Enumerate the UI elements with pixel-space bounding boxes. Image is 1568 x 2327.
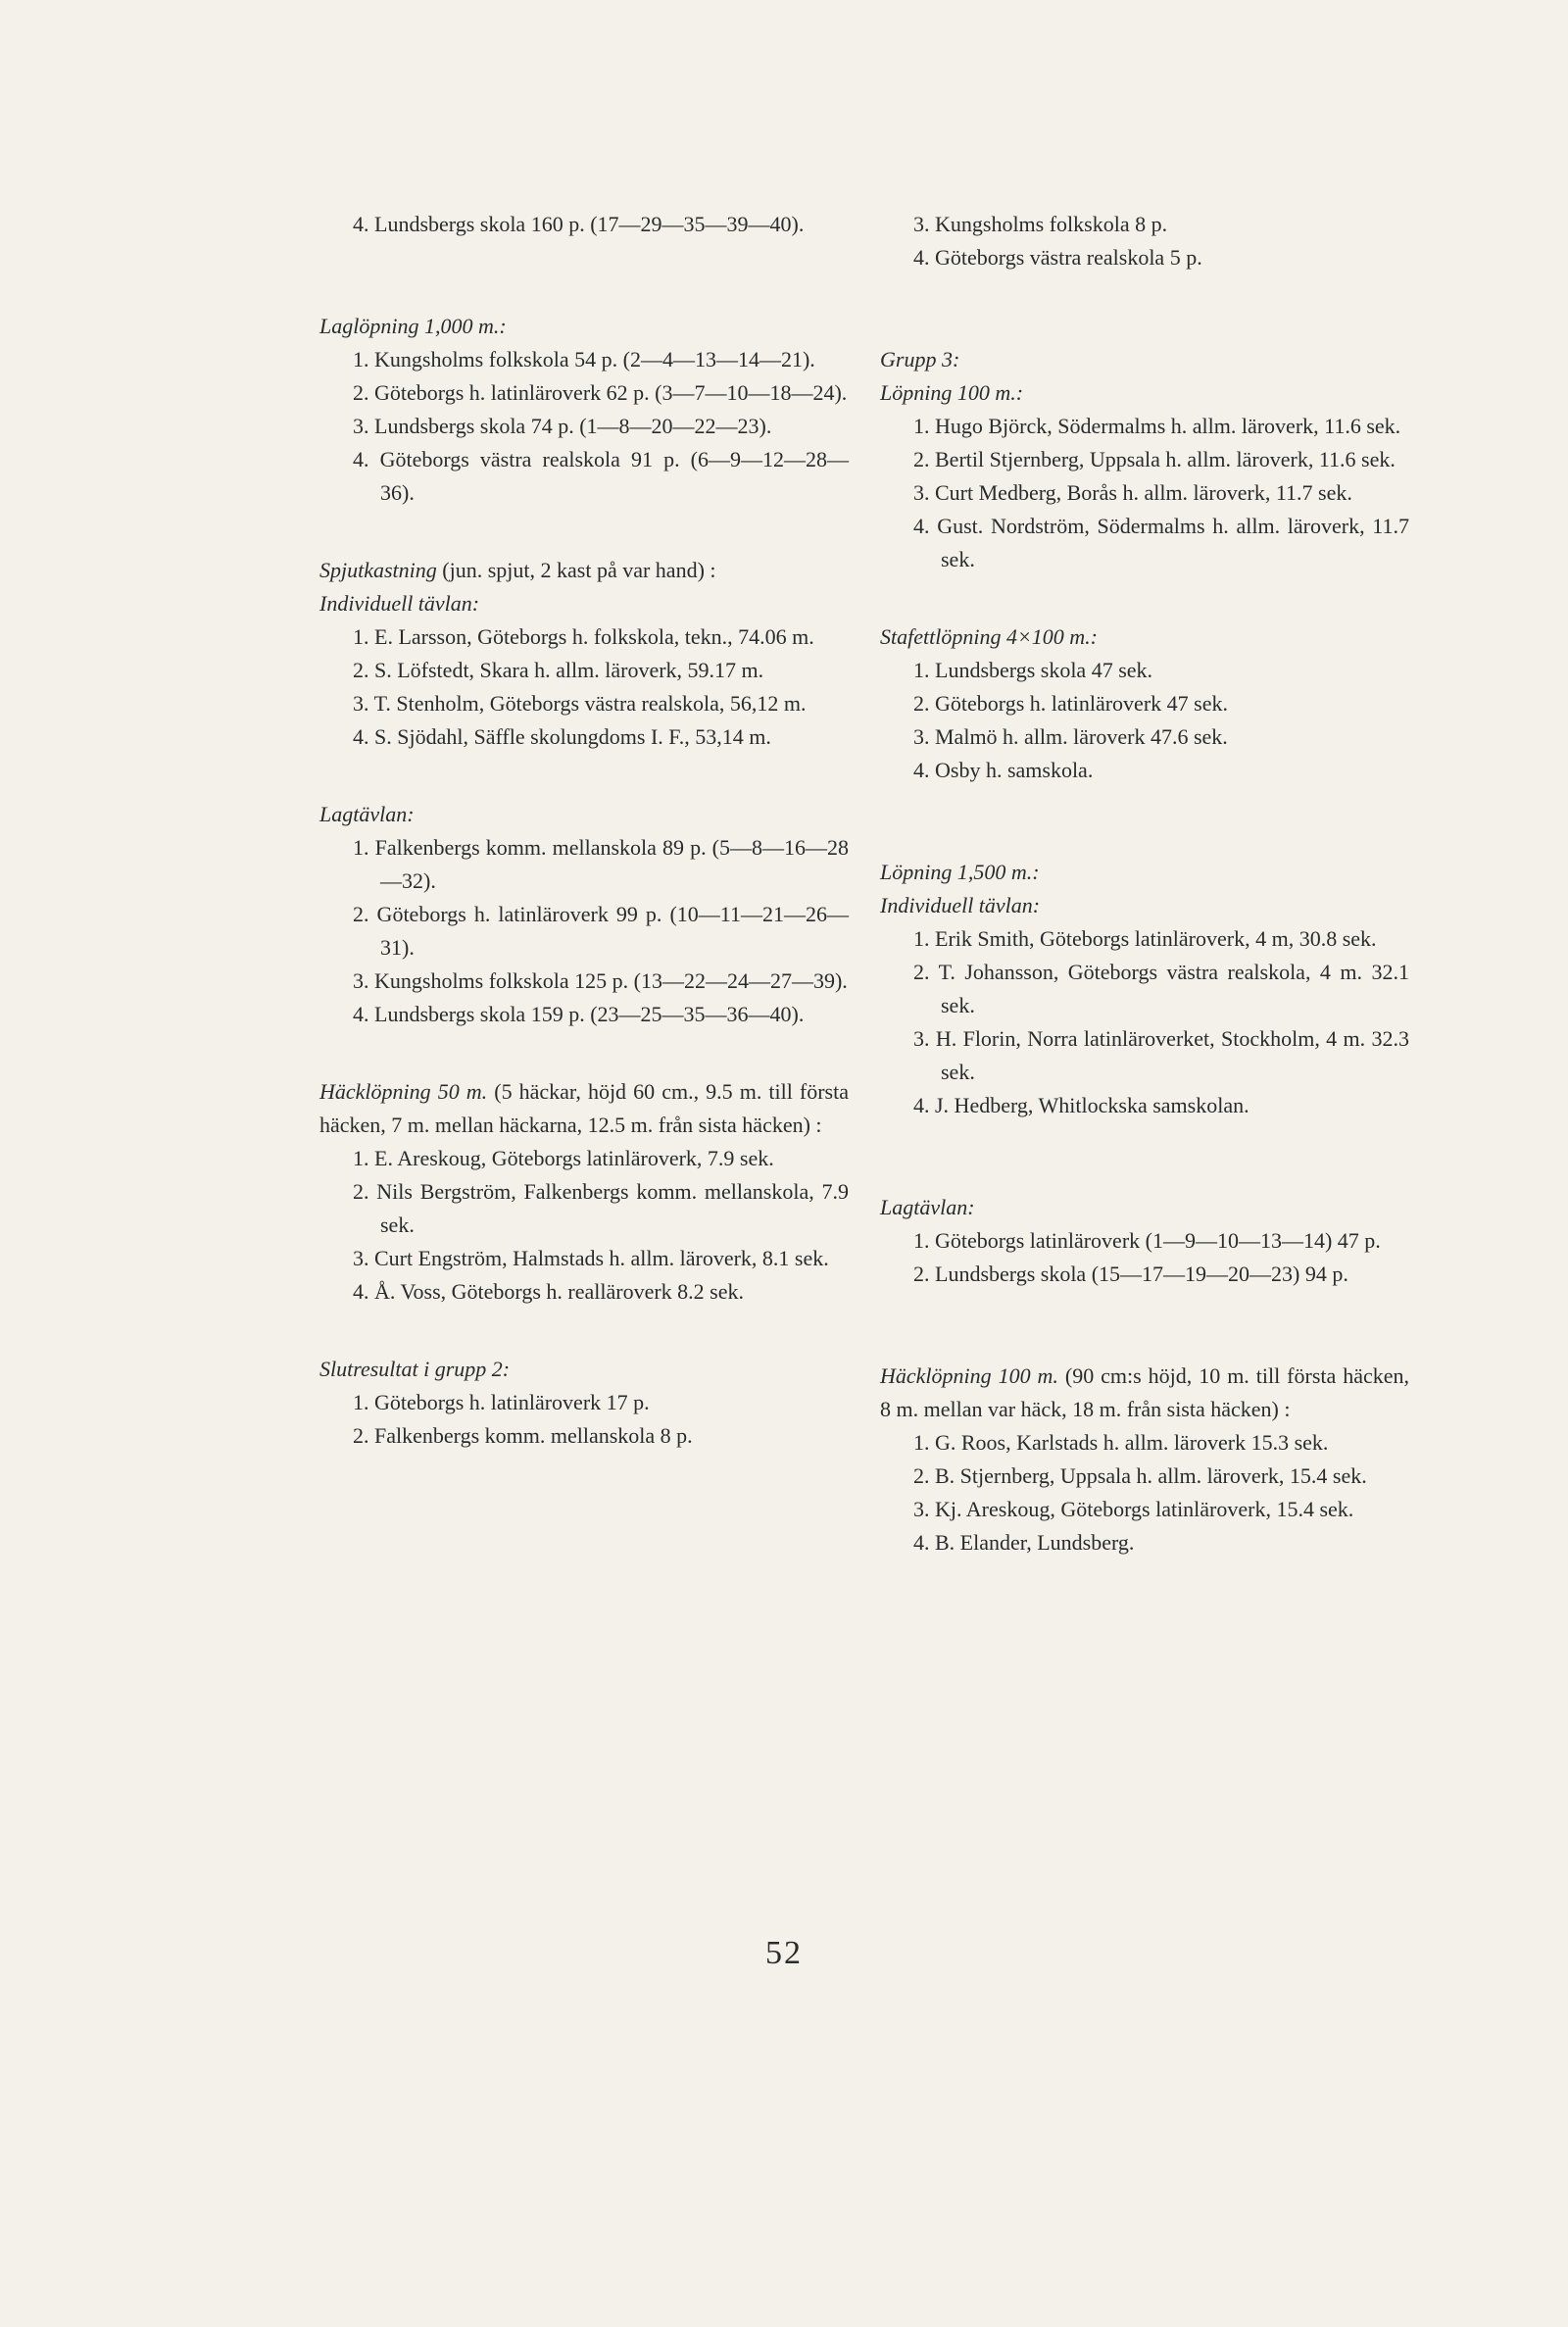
result-entry: 2. T. Johansson, Göteborgs västra realskola, 4 m. 32.1 sek. — [913, 960, 1409, 1017]
section-hacklopning-50 — [319, 1075, 849, 1309]
result-entry: 4. Lundsbergs skola 160 p. (17—29—35—39—40). — [353, 212, 805, 236]
result-list — [880, 1224, 1409, 1291]
section-heading-line — [319, 1075, 849, 1142]
section-heading-line — [880, 1360, 1409, 1426]
section-heading-detail: (jun. spjut, 2 kast på var hand) : — [436, 558, 716, 582]
result-entry: 1. Göteborgs h. latinläroverk 17 p. — [353, 1390, 650, 1414]
section-heading: Grupp 3: — [880, 347, 960, 371]
section-lopning-1500 — [880, 856, 1409, 1122]
right-column — [880, 208, 1409, 1560]
result-entry: 3. Lundsbergs skola 74 p. (1—8—20—22—23). — [353, 414, 772, 438]
result-list — [319, 620, 849, 754]
result-entry: 1. Göteborgs latinläroverk (1—9—10—13—14) 47 p. — [913, 1228, 1381, 1253]
result-entry: 2. Göteborgs h. latinläroverk 47 sek. — [913, 691, 1228, 716]
result-entry: 1. E. Areskoug, Göteborgs latinläroverk, 7.9 sek. — [353, 1146, 774, 1170]
section-heading: Lagtävlan: — [880, 1195, 975, 1219]
section-heading: Stafettlöpning 4×100 m.: — [880, 624, 1098, 649]
result-entry: 1. Erik Smith, Göteborgs latinläroverk, 4 m, 30.8 sek. — [913, 926, 1377, 951]
left-column — [319, 208, 849, 1453]
section-hacklopning-100 — [880, 1360, 1409, 1560]
result-list — [880, 208, 1409, 274]
result-entry: 4. Å. Voss, Göteborgs h. realläroverk 8.2 sek. — [353, 1279, 745, 1304]
result-entry: 1. Falkenbergs komm. mellanskola 89 p. (5—8—16—28—32). — [353, 835, 849, 893]
section-heading: Slutresultat i grupp 2: — [319, 1357, 511, 1381]
result-entry: 4. Göteborgs västra realskola 5 p. — [913, 245, 1202, 270]
section-heading: Häcklöpning 100 m. — [880, 1363, 1058, 1388]
result-list — [319, 1386, 849, 1453]
result-list — [880, 410, 1409, 576]
result-entry: 4. Osby h. samskola. — [913, 758, 1094, 782]
section-grupp-3 — [880, 343, 1409, 576]
section-subheading: Löpning 100 m.: — [880, 380, 1024, 405]
result-entry: 4. Gust. Nordström, Södermalms h. allm. läroverk, 11.7 sek. — [913, 514, 1409, 571]
section-subheading: Individuell tävlan: — [319, 591, 480, 616]
result-entry: 3. T. Stenholm, Göteborgs västra realskola, 56,12 m. — [353, 691, 807, 716]
section-heading: Laglöpning 1,000 m.: — [319, 314, 507, 338]
result-entry: 4. B. Elander, Lundsberg. — [913, 1530, 1135, 1555]
result-entry: 1. Hugo Björck, Södermalms h. allm. läroverk, 11.6 sek. — [913, 414, 1401, 438]
page-number: 52 — [765, 1935, 803, 1971]
section-heading: Spjutkastning — [319, 558, 437, 582]
result-list — [319, 343, 849, 510]
result-list — [319, 1142, 849, 1309]
section-stafettlopning — [880, 620, 1409, 787]
result-entry: 2. Nils Bergström, Falkenbergs komm. mellanskola, 7.9 sek. — [353, 1179, 849, 1237]
result-entry: 4. Lundsbergs skola 159 p. (23—25—35—36—40). — [353, 1002, 805, 1026]
section-slutresultat — [319, 1353, 849, 1453]
result-entry: 1. G. Roos, Karlstads h. allm. läroverk 15.3 sek. — [913, 1430, 1329, 1455]
result-list — [880, 1426, 1409, 1560]
result-list — [880, 922, 1409, 1122]
section-laglopning — [319, 310, 849, 510]
section-heading-detail: (5 häckar, höjd 60 cm., 9.5 m. till första häcken, 7 m. mellan häckarna, 12.5 m. från sista häcken) : — [319, 1079, 849, 1137]
result-entry: 2. S. Löfstedt, Skara h. allm. läroverk, 59.17 m. — [353, 658, 764, 682]
section-heading-detail: (90 cm:s höjd, 10 m. till första häcken, 8 m. mellan var häck, 18 m. från sista häcken) : — [880, 1363, 1409, 1421]
result-entry: 2. Göteborgs h. latinläroverk 62 p. (3—7—10—18—24). — [353, 380, 848, 405]
result-entry: 2. Falkenbergs komm. mellanskola 8 p. — [353, 1423, 693, 1448]
section-heading: Häcklöpning 50 m. — [319, 1079, 488, 1104]
result-entry: 2. Göteborgs h. latinläroverk 99 p. (10—11—21—26—31). — [353, 902, 849, 960]
result-list — [319, 831, 849, 1031]
section-heading: Lagtävlan: — [319, 802, 415, 826]
section-lagtavlan — [319, 798, 849, 1031]
section-heading-line — [319, 554, 849, 587]
result-entry: 1. Lundsbergs skola 47 sek. — [913, 658, 1153, 682]
result-entry: 4. S. Sjödahl, Säffle skolungdoms I. F., 53,14 m. — [353, 724, 771, 749]
result-entry: 3. Malmö h. allm. läroverk 47.6 sek. — [913, 724, 1228, 749]
result-entry: 3. Kj. Areskoug, Göteborgs latinläroverk, 15.4 sek. — [913, 1497, 1354, 1521]
result-entry: 1. E. Larsson, Göteborgs h. folkskola, tekn., 74.06 m. — [353, 624, 814, 649]
section-lagtavlan-right — [880, 1191, 1409, 1291]
section-subheading: Individuell tävlan: — [880, 893, 1041, 917]
result-entry: 4. J. Hedberg, Whitlockska samskolan. — [913, 1093, 1250, 1117]
section-heading: Löpning 1,500 m.: — [880, 860, 1040, 884]
result-entry: 2. Lundsbergs skola (15—17—19—20—23) 94 p. — [913, 1262, 1348, 1286]
result-entry: 3. H. Florin, Norra latinläroverket, Stockholm, 4 m. 32.3 sek. — [913, 1026, 1409, 1084]
result-entry: 4. Göteborgs västra realskola 91 p. (6—9—12—28—36). — [353, 447, 849, 505]
result-list — [880, 654, 1409, 787]
result-entry: 2. Bertil Stjernberg, Uppsala h. allm. läroverk, 11.6 sek. — [913, 447, 1396, 471]
result-entry: 2. B. Stjernberg, Uppsala h. allm. läroverk, 15.4 sek. — [913, 1463, 1367, 1488]
result-entry: 1. Kungsholms folkskola 54 p. (2—4—13—14—21). — [353, 347, 815, 371]
result-entry: 3. Kungsholms folkskola 8 p. — [913, 212, 1168, 236]
result-entry: 3. Curt Medberg, Borås h. allm. läroverk, 11.7 sek. — [913, 480, 1352, 505]
section-spjutkastning — [319, 554, 849, 754]
result-entry: 3. Kungsholms folkskola 125 p. (13—22—24—27—39). — [353, 968, 848, 993]
result-entry: 3. Curt Engström, Halmstads h. allm. läroverk, 8.1 sek. — [353, 1246, 829, 1270]
